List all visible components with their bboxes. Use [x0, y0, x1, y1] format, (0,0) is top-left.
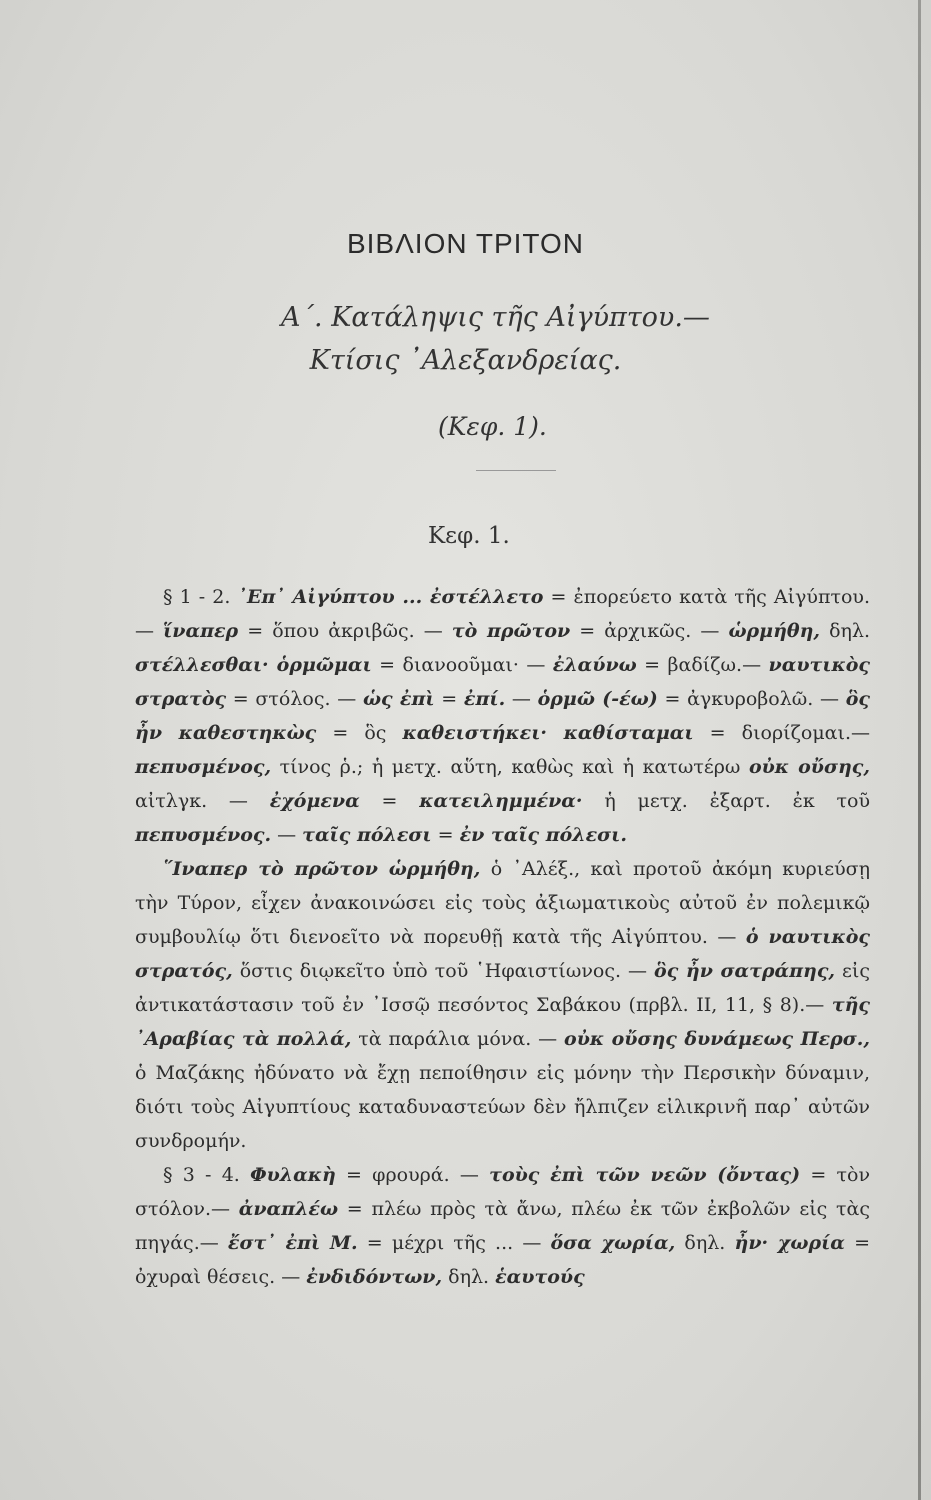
- lemma-text: κατειλημμένα·: [419, 790, 583, 812]
- commentary-body: [135, 580, 870, 1294]
- gloss-text: ἡ μετχ. ἐξαρτ. ἐκ τοῦ: [582, 790, 870, 812]
- paragraph-1: [135, 580, 870, 852]
- lemma-text: ταῖς πόλεσι: [302, 824, 432, 846]
- gloss-text: = ἀρχικῶς. —: [570, 620, 729, 642]
- book-title: ΒΙΒΛΙΟΝ ΤΡΙΤΟΝ: [346, 228, 585, 259]
- gloss-text: = μέχρι τῆς ... —: [357, 1232, 551, 1254]
- gloss-text: δηλ.: [820, 620, 870, 642]
- lemma-text: ἦν· χωρία: [734, 1232, 845, 1254]
- paragraph-2: [135, 852, 870, 1158]
- paragraph-3: [135, 1158, 870, 1294]
- gloss-text: = ὀχυραὶ θέσεις. —: [135, 1232, 871, 1288]
- lemma-text: τῆς ᾽Αραβίας τὰ πολλά,: [135, 994, 870, 1050]
- gloss-text: = ὅπου ἀκριβῶς. —: [238, 620, 452, 642]
- gloss-text: ὁ ᾽Αλέξ., καὶ προτοῦ ἀκόμη κυριεύσῃ τὴν Τύρον, εἶχεν ἀνακοινώσει εἰς τοὺς ἀξιωματικοὺς αὐτοῦ ἐν πολεμικῷ συμβουλίῳ ὅτι διενοεῖτο νὰ πορευθῇ κατὰ τῆς Αἰγύπτου. —: [135, 858, 870, 948]
- divider-rule: [476, 470, 556, 471]
- gloss-text: =: [359, 790, 420, 812]
- gloss-text: = ἐπορεύετο κατὰ τῆς Αἰγύπτου.—: [135, 586, 870, 642]
- gloss-text: = πλέω πρὸς τὰ ἄνω, πλέω ἐκ τῶν ἐκβολῶν εἰς τὰς πηγάς.—: [135, 1198, 871, 1254]
- gloss-text: δηλ.: [442, 1266, 496, 1288]
- gloss-text: —: [505, 688, 538, 710]
- gloss-text: —: [271, 824, 303, 846]
- section-heading: Κεφ. 1.: [428, 523, 510, 549]
- gloss-text: = ὃς: [316, 722, 403, 744]
- gloss-text: § 3 - 4.: [163, 1164, 251, 1186]
- lemma-text: ἀναπλέω: [238, 1198, 339, 1220]
- page-edge-shadow: [918, 0, 921, 1500]
- lemma-text: ναυτικὸς στρατὸς: [135, 654, 870, 710]
- lemma-text: ὁ ναυτικὸς στρατός,: [135, 926, 870, 982]
- lemma-text: τοὺς ἐπὶ τῶν νεῶν (ὄντας): [489, 1164, 801, 1186]
- lemma-text: τὸ πρῶτον: [451, 620, 571, 642]
- lemma-text: καθειστήκει· καθίσταμαι: [402, 722, 694, 744]
- chapter-title-line-1: Α΄. Κατάληψις τῆς Αἰγύπτου.—: [281, 302, 710, 333]
- gloss-text: = βαδίζω.—: [636, 654, 769, 676]
- gloss-text: =: [431, 824, 460, 846]
- lemma-text: ὁρμῶ (-έω): [537, 688, 658, 710]
- lemma-text: ὡς ἐπὶ: [362, 688, 435, 710]
- lemma-text: ἔστ᾽ ἐπὶ Μ.: [227, 1232, 358, 1254]
- lemma-text: ἐπί.: [463, 688, 506, 710]
- gloss-text: ὅστις διῳκεῖτο ὑπὸ τοῦ ῾Ηφαιστίωνος. —: [232, 960, 655, 982]
- gloss-text: τὰ παράλια μόνα. —: [351, 1028, 565, 1050]
- lemma-text: ὃς ἦν σατράπης,: [654, 960, 836, 982]
- gloss-text: τίνος ῥ.; ἡ μετχ. αὕτη, καθὼς καὶ ἡ κατωτέρω: [271, 756, 749, 778]
- chapter-reference: (Κεφ. 1).: [438, 412, 547, 441]
- lemma-text: Φυλακὴ: [250, 1164, 336, 1186]
- lemma-text: ἵναπερ: [163, 620, 239, 642]
- lemma-text: ἑαυτούς: [495, 1266, 585, 1288]
- lemma-text: πεπυσμένος.: [135, 824, 272, 846]
- lemma-text: ἐλαύνω: [552, 654, 637, 676]
- gloss-text: =: [434, 688, 464, 710]
- lemma-text: οὐκ οὔσης,: [748, 756, 870, 778]
- gloss-text: εἰς ἀντικατάστασιν τοῦ ἐν ᾽Ισσῷ πεσόντος Σαβάκου (πρβλ. ΙΙ, 11, § 8).—: [135, 960, 870, 1016]
- lemma-text: ᾽Επ᾽ Αἰγύπτου ... ἐστέλλετο: [237, 586, 544, 608]
- lemma-text: πεπυσμένος,: [135, 756, 272, 778]
- gloss-text: = φρουρά. —: [335, 1164, 490, 1186]
- lemma-text: οὐκ οὔσης δυνάμεως Περσ.,: [564, 1028, 870, 1050]
- lemma-text: στέλλεσθαι· ὁρμῶμαι: [135, 654, 372, 676]
- gloss-text: = στόλος. —: [226, 688, 363, 710]
- gloss-text: = διορίζομαι.—: [693, 722, 870, 744]
- gloss-text: ὁ Μαζάκης ἠδύνατο νὰ ἔχῃ πεποίθησιν εἰς μόνην τὴν Περσικὴν δύναμιν, διότι τοὺς Αἰγυπτίους καταδυναστεύων δὲν ἤλπιζεν εἰλικρινῆ παρ᾽ αὐτῶν συνδρομήν.: [135, 1062, 870, 1152]
- lemma-text: ὅσα χωρία,: [550, 1232, 676, 1254]
- gloss-text: § 1 - 2.: [163, 586, 238, 608]
- lemma-text: ἐν ταῖς πόλεσι.: [459, 824, 627, 846]
- lemma-text: ἐνδιδόντων,: [306, 1266, 443, 1288]
- gloss-text: αἰτλγκ. —: [135, 790, 270, 812]
- gloss-text: δηλ.: [675, 1232, 735, 1254]
- lemma-text: ῞Ιναπερ τὸ πρῶτον ὡρμήθη,: [163, 858, 481, 880]
- gloss-text: = διανοοῦμαι· —: [371, 654, 553, 676]
- chapter-title-line-2: Κτίσις ᾽Αλεξανδρείας.: [309, 345, 622, 376]
- lemma-text: ὃς ἦν καθεστηκὼς: [135, 688, 870, 744]
- lemma-text: ὡρμήθη,: [728, 620, 821, 642]
- gloss-text: = τὸν στόλον.—: [135, 1164, 871, 1220]
- lemma-text: ἐχόμενα: [269, 790, 360, 812]
- gloss-text: = ἀγκυροβολῶ. —: [657, 688, 846, 710]
